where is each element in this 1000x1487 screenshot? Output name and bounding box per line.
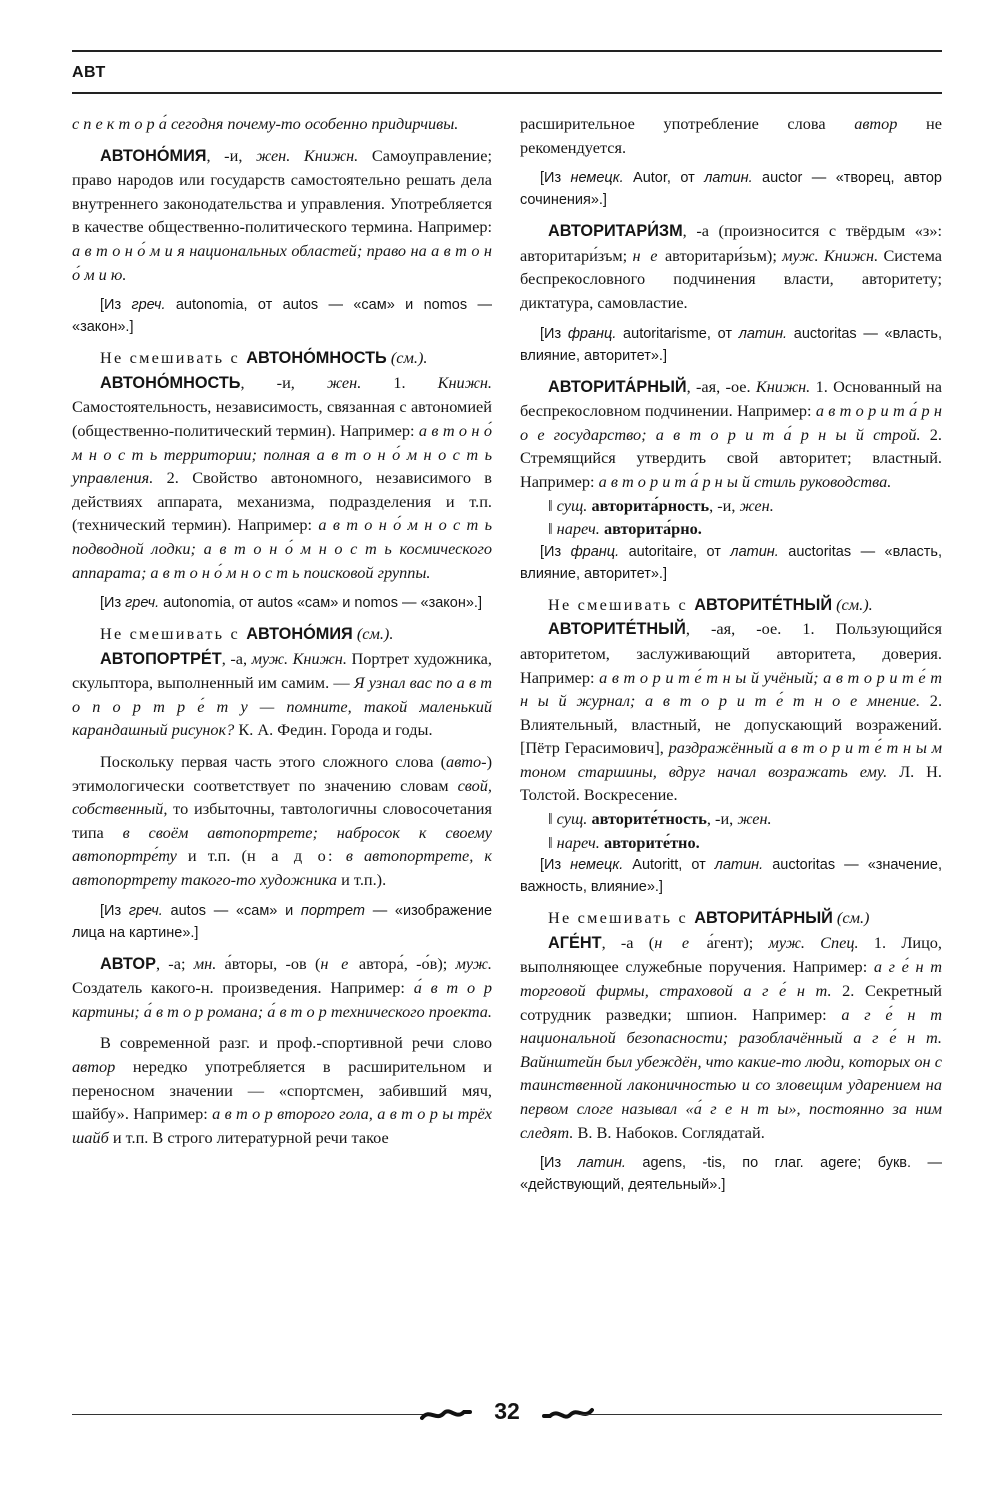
derived-noun: ‖ сущ. авторита́рность, -и, жен. — [548, 495, 774, 515]
page-number: 32 — [494, 1398, 520, 1424]
headword: АГЕ́НТ — [548, 933, 602, 952]
etymology: [Из греч. autonomia, от autos «сам» и nomos — «закон».] — [100, 595, 482, 612]
entry-continuation: с п е к т о р а́ сегодня почему-то особенно придирчивы. — [72, 114, 459, 133]
etymology: [Из немецк. Autoritt, от латин. auctoritas — «значение, важность, влияние».] — [520, 857, 942, 896]
etymology: [Из франц. autoritarisme, от латин. auctoritas — «власть, влияние, авторитет».] — [520, 325, 942, 364]
example: а в т о р и т а́ р н ы й стиль руководства. — [598, 471, 892, 491]
example: а в т о н о́ м и я национальных областей; право на а в т о н о́ м и ю. — [72, 240, 492, 284]
top-rule — [72, 50, 942, 52]
headword: АВТОРИТАРИ́ЗМ — [548, 222, 683, 241]
dictionary-entry: АВТОР, -а; мн. а́вторы, -ов (н е автора́, -о́в); муж. Создатель какого-н. произведения. Например: а́ в т о р картины; а́ в т о р романа; а́ в т о р технического проекта. — [72, 953, 493, 1021]
etymology: [Из латин. agens, -tis, по глаг. agere; букв. — «действующий, деятельный».] — [520, 1155, 942, 1194]
example: а в т о н о́ м н о с т ь подводной лодки; а в т о н о́ м н о с т ь космического аппарата; а в т о н о́ м н о с т ь поисковой группы. — [72, 515, 492, 582]
headword: АВТОНО́МНОСТЬ — [100, 373, 241, 392]
running-header: АВТ — [72, 64, 106, 81]
dictionary-entry: АВТОНО́МИЯ, -и, жен. Книжн. Самоуправление; право народов или государств самостоятельно решать дела внутреннего законодательства и управления. Употребляется в качестве общественно-политического термина. Например: а в т о н о́ м и я национальных областей; право на а в т о н о́ м и ю. — [72, 145, 493, 284]
cross-reference: Не смешивать с АВТОНО́МИЯ (см.). — [100, 624, 394, 644]
header-rule — [72, 92, 942, 94]
headword: АВТОР — [100, 954, 156, 973]
cross-reference: Не смешивать с АВТОНО́МНОСТЬ (см.). — [100, 348, 428, 368]
example: раздражённый а в т о р и т е́ т н ы м тоном старшины, вдруг начал возражать ему. — [520, 738, 942, 781]
left-column — [72, 112, 492, 1149]
derived-adverb: ‖ нареч. авторита́рно. — [548, 519, 702, 539]
etymology: [Из греч. autonomia, от autos — «сам» и nomos — «закон».] — [72, 297, 492, 336]
cross-reference: Не смешивать с АВТОРИТЕ́ТНЫЙ (см.). — [548, 594, 873, 614]
example: а г е́ н т национальной безопасности; разоблачённый а г е́ н т. Вайнштейн был убеждён, что какие-то люди, которых он с таинственной лаконичностью и со зловещим ударением на первом слоге называл «а́ г е н т ы», постоянно за ним следят. — [520, 1004, 942, 1142]
example: а в т о р второго гола, а в т о р ы трёх шайб — [72, 1104, 492, 1147]
dictionary-entry: АГЕ́НТ, -а (н е а́гент); муж. Спец. 1. Лицо, выполняющее служебные поручения. Например: а г е́ н т торговой фирмы, страховой а г е́ н т. 2. Секретный сотрудник разведки; шпион. Например: а г е́ н т национальной безопасности; разоблачённый а г е́ н т. Вайнштейн был убеждён, что какие-то люди, которых он с таинственной лаконичностью и со зловещим ударением на первом слоге называл «а́ г е н т ы», постоянно за ним следят. В. В. Набоков. Соглядатай. — [520, 932, 942, 1142]
example: Я узнал вас по а в т о п о р т р е́ т у — помните, такой маленький карандашный рисунок? — [72, 673, 493, 740]
headword: АВТОНО́МИЯ — [100, 146, 207, 165]
dictionary-entry: АВТОПОРТРЕ́Т, -а, муж. Книжн. Портрет художника, скульптора, выполненный им самим. — Я узнал вас по а в т о п о р т р е́ т у — помните, такой маленький карандашный рисунок? К. А. Федин. Города и годы. — [72, 648, 493, 740]
dictionary-entry: АВТОРИТЕ́ТНЫЙ, -ая, -ое. 1. Пользующийся авторитетом, заслуживающий авторитета, доверия. Например: а в т о р и т е́ т н ы й учёный; а в т о р и т е́ т н ы й журнал; а в т о р и т е́ т н о е мнение. 2. Влиятельный, властный, не допускающий возражений. [Пётр Герасимович], раздражённый а в т о р и т е́ т н ы м тоном старшины, вдруг начал возражать ему. Л. Н. Толстой. Воскресение. — [520, 619, 943, 805]
usage-note: Поскольку первая часть этого сложного слова (авто-) этимологически соответствует по значению словам свой, собственный, то избыточны, тавтологичны словосочетания типа в своём автопортрете; набросок к своему автопортре́ту и т.п. (н а д о: в автопортрете, к автопортрету такого-то художника и т.п.). — [72, 752, 493, 890]
dictionary-entry: АВТОРИТАРИ́ЗМ, -а (произносится с твёрдым «з»: авторитари́зъм; н е авторитари́зьм); муж. Книжн. Система беспрекословного подчинения власти, авторитету; диктатура, самовластие. — [520, 221, 943, 312]
example: а г е́ н т торговой фирмы, страховой а г е́ н т. — [520, 957, 942, 1001]
derived-adverb: ‖ нареч. авторите́тно. — [548, 832, 700, 852]
footer-rule-left — [72, 1414, 427, 1415]
headword: АВТОРИТА́РНЫЙ — [548, 377, 687, 396]
right-column — [520, 112, 942, 1196]
headword: АВТОРИТЕ́ТНЫЙ — [548, 620, 686, 639]
etymology: [Из франц. autoritaire, от латин. auctoritas — «власть, влияние, авторитет».] — [520, 543, 942, 582]
derived-noun: ‖ сущ. авторите́тность, -и, жен. — [548, 809, 772, 829]
etymology: [Из немецк. Autor, от латин. auctor — «творец, автор сочинения».] — [520, 170, 942, 209]
footer-rule-right — [580, 1414, 942, 1415]
example: а в т о р и т е́ т н ы й учёный; а в т о р и т е́ т н ы й журнал; а в т о р и т е́ т н о е мнение. — [520, 667, 942, 711]
usage-note: В современной разг. и проф.-спортивной речи слово автор нередко употребляется в расширительном и переносном значении — «спортсмен, забивший мяч, шайбу». Например: а в т о р второго гола, а в т о р ы трёх шайб и т.п. В строго литературной речи такое — [72, 1033, 492, 1147]
example: а в т о н о́ м н о с т ь территории; полная а в т о н о́ м н о с т ь управления. — [72, 420, 492, 488]
dictionary-entry: АВТОРИТА́РНЫЙ, -ая, -ое. Книжн. 1. Основанный на беспрекословном подчинении. Например: а в т о р и т а́ р н о е государство; а в т о р и т а́ р н ы й строй. 2. Стремящийся утвердить свой авторитет; властный. Например: а в т о р и т а́ р н ы й стиль руководства. — [520, 376, 942, 491]
cross-reference: Не смешивать с АВТОРИТА́РНЫЙ (см.) — [548, 908, 870, 928]
headword: АВТОПОРТРЕ́Т — [100, 649, 222, 668]
dictionary-entry: АВТОНО́МНОСТЬ, -и, жен. 1. Книжн. Самостоятельность, независимость, связанная с автономией (общественно-политический термин). Например: а в т о н о́ м н о с т ь территории; полная а в т о н о́ м н о с т ь управления. 2. Свойство автономного, независимого в действиях аппарата, механизма, подразделения и т.п. (технический термин). Например: а в т о н о́ м н о с т ь подводной лодки; а в т о н о́ м н о с т ь космического аппарата; а в т о н о́ м н о с т ь поисковой группы. — [72, 372, 492, 582]
example: а в т о р и т а́ р н о е государство; а в т о р и т а́ р н ы й строй. — [520, 401, 942, 444]
etymology: [Из греч. autos — «сам» и портрет — «изображение лица на картине».] — [72, 902, 493, 941]
usage-note-continuation: расширительное употребление слова автор не рекомендуется. — [520, 114, 942, 157]
ornament-left-icon — [420, 1404, 472, 1424]
example: а́ в т о р картины; а́ в т о р романа; а́ в т о р технического проекта. — [72, 978, 493, 1021]
